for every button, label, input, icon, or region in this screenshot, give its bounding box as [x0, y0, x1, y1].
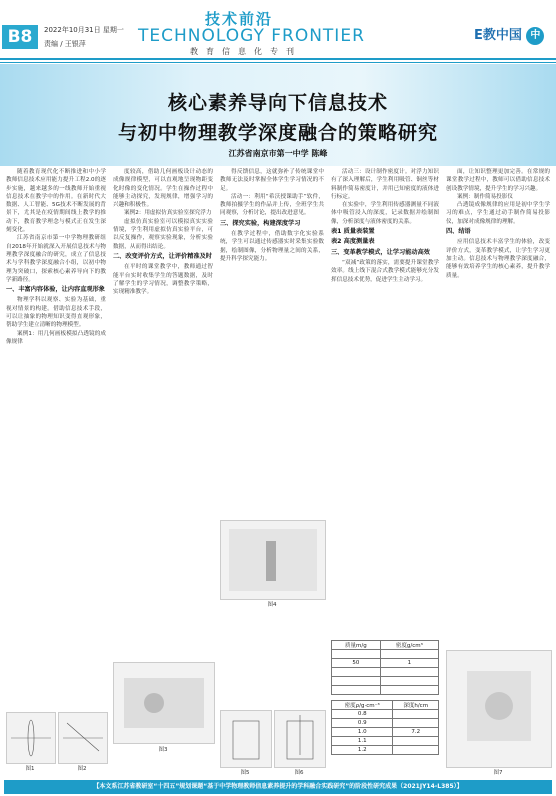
paragraph: 面，让知识整理更加完善。在常规的课堂教学过程中，教师可以借助信息技术创设教学情境，提升学生的学习兴趣。: [446, 169, 550, 192]
paragraph: 在实验中，学生利用传感器测量不同液体中吸管浸入的深度，记录数据并绘制图像，分析深度与液体密度的关系。: [331, 202, 439, 225]
table-header-cell: 深度h/cm: [393, 701, 439, 710]
section-heading: 三、探究实验，构建深度学习: [220, 219, 301, 227]
paragraph: 在教学过程中，借助数字化实验系统，学生可以通过传感器实时采集实验数据，绘制图像，分析物理量之间的关系，提升科学探究能力。: [220, 231, 324, 262]
section-heading: 三、变革教学模式，让学习能动高效: [331, 248, 430, 256]
table-2-grid: [331, 700, 439, 755]
table-row: [332, 701, 439, 710]
figure-3-image: [113, 662, 215, 744]
table-row: [332, 677, 439, 686]
table-row: [332, 728, 439, 737]
ray-diagram-icon: [59, 713, 107, 763]
figure-4-image: [220, 520, 326, 600]
table-cell: 7.2: [393, 728, 439, 737]
paragraph: 活动一：利用“希沃授课助手”软件，教师拍摄学生的作品并上传，全班学生共同观察，分析讨论，提出改进意见。: [220, 193, 324, 217]
column-5: [446, 168, 550, 648]
figure-2-caption: 图2: [77, 766, 87, 772]
table-row: [332, 746, 439, 755]
beaker-diagram-icon: [275, 711, 325, 767]
table-cell: [393, 719, 439, 728]
header-rule: [0, 58, 556, 60]
figure-6-image: [274, 710, 326, 768]
article-author: 江苏省南京市第一中学 陈峰: [228, 149, 328, 158]
table-cell: 1: [380, 659, 438, 668]
paragraph: “双减”政策的落实，需要提升课堂教学效率。线上线下混合式教学模式能够充分发挥信息技术优势，促进学生主动学习。: [331, 259, 439, 283]
figure-6-caption: 图6: [294, 770, 304, 776]
table-cell: [393, 746, 439, 755]
table-row: [332, 641, 439, 650]
logo-mark-icon: 中: [526, 27, 544, 45]
table-header-cell: 质量m/g: [332, 641, 381, 650]
figure-7-image: [446, 650, 552, 768]
figure-7-caption: 图7: [493, 770, 503, 776]
paragraph: 江苏省南京市第一中学物理教研组自2018年开始就深入开展信息技术与物理教学深度融合的研究，成立了信息技术与学科教学深度融合小组，以初中物理为突破口，探索核心素养导向下的教学新路径。: [6, 235, 106, 283]
table-cell: [380, 677, 438, 686]
table-header-cell: 密度g/cm³: [380, 641, 438, 650]
paragraph: 得反馈信息，这就弥补了传统课堂中教师无法及时掌握全体学生学习情况的不足。: [220, 169, 324, 192]
column-4: [331, 168, 439, 638]
column-2: [113, 168, 213, 658]
paragraph: 随着教育现代化不断推进和中小学教师信息技术应用能力提升工程2.0的逐步实施，越来越多的一线教师开始重视信息技术在教学中的作用。在新时代大数据、人工智能、5G技术不断发展的背景下，尤其是在疫情期间线上教学的推动下，教育教学理念与模式正在发生深刻变化。: [6, 169, 106, 234]
table-cell: 0.8: [332, 710, 393, 719]
table-row: [332, 668, 439, 677]
table-row: [332, 650, 439, 659]
table-cell: 1.1: [332, 737, 393, 746]
issue-date: 2022年10月31日 星期一: [44, 26, 124, 34]
article-title-line2: 与初中物理教学深度融合的策略研究: [117, 122, 438, 144]
paragraph: 案例：制作简易投影仪: [457, 193, 513, 200]
article-title-line1: 核心素养导向下信息技术: [167, 92, 388, 114]
table-cell: [380, 668, 438, 677]
paragraph: 物理学科以观察、实验为基础，重视对情景的构建。借助信息技术手段，可以让抽象的物理知识变得直观形象，帮助学生建立清晰的物理模型。: [6, 297, 106, 329]
table-cell: 50: [332, 659, 381, 668]
table-header-cell: 密度ρ/g·cm⁻³: [332, 701, 393, 710]
table-cell: [332, 677, 381, 686]
paragraph: 在平时的课堂教学中，教师通过智能平台实时收集学生的答题数据，及时了解学生的学习情况，调整教学策略，实现精准教学。: [113, 264, 213, 296]
section-heading: 一、丰富内容体验，让内容直观形象: [6, 286, 105, 294]
section-heading: 表1 质量表装置: [331, 228, 375, 236]
paragraph: 案例1：用几何画板模拟凸透镜的成像规律: [6, 330, 106, 345]
header-rule-thin: [0, 62, 556, 63]
table-cell: [393, 737, 439, 746]
figure-3-caption: 图3: [158, 747, 168, 753]
paragraph: 凸透镜成像规律的应用是初中学生学习的难点，学生通过动手制作简易投影仪，加深对成像规律的理解。: [446, 202, 550, 225]
paragraph: 虚拟仿真实验室可以模拟真实实验情境，学生利用虚拟仿真实验平台，可以反复操作，观察实验现象，分析实验数据，从而得出结论。: [113, 218, 213, 250]
table-row: [332, 737, 439, 746]
section-title-en: TECHNOLOGY FRONTIER: [138, 26, 365, 46]
lens-diagram-icon: [7, 713, 55, 763]
figure-4-caption: 图4: [267, 602, 277, 608]
column-1: [6, 168, 106, 708]
figure-5-image: [220, 710, 272, 768]
table-cell: [332, 686, 381, 695]
footer-note: 【本文系江苏省教研室“十四五”规划课题“基于中学物理教师信息素养提升的学科融合实践研究”的阶段性研究成果（2021JY14-L385）】: [4, 780, 552, 794]
paragraph: 度较高，借助几何画板设计动态的成像规律模型，可以直观地呈现物距变化时像的变化情况。学生在操作过程中能够主动探究，发现规律，增强学习的兴趣和积极性。: [113, 169, 213, 209]
table-2: [331, 700, 439, 755]
table-row: [332, 719, 439, 728]
lab-photo-icon: [114, 663, 214, 743]
table-cell: 0.9: [332, 719, 393, 728]
table-cell: [332, 668, 381, 677]
section-heading: 二、改变评价方式，让评价精准及时: [113, 252, 212, 260]
logo-text: E教中国: [474, 28, 522, 43]
projector-photo-icon: [447, 651, 551, 767]
column-3: [220, 168, 324, 716]
figure-1-image: [6, 712, 56, 764]
table-row: [332, 686, 439, 695]
section-title-cn: 技术前沿: [205, 10, 274, 28]
paragraph: 案例2：用虚拟仿真实验室探究浮力: [124, 210, 212, 217]
table-row: [332, 659, 439, 668]
table-cell: 1.0: [332, 728, 393, 737]
section-heading: 表2 高度测量表: [331, 238, 375, 246]
table-cell: 1.2: [332, 746, 393, 755]
page-number: B8: [2, 25, 38, 49]
table-row: [332, 710, 439, 719]
table-cell: [393, 710, 439, 719]
experiment-photo-icon: [221, 521, 325, 599]
beaker-diagram-icon: [221, 711, 271, 767]
section-subtitle: 教育信息化专刊: [190, 47, 302, 56]
table-1-grid: [331, 640, 439, 695]
section-heading: 四、结语: [446, 228, 471, 236]
table-1: [331, 640, 439, 695]
table-cell: [380, 686, 438, 695]
publication-logo: [474, 24, 544, 45]
figure-1-caption: 图1: [25, 766, 35, 772]
figure-2-image: [58, 712, 108, 764]
paragraph: 活动三：设计制作密度计。对浮力知识有了深入理解后，学生利用吸管、铜丝等材料制作简易密度计，并用已知密度的液体进行标定。: [331, 169, 439, 200]
figure-5-caption: 图5: [240, 770, 250, 776]
table-cell: [380, 650, 438, 659]
table-cell: [332, 650, 381, 659]
paragraph: 应用信息技术丰富学生的体验，改变评价方式，变革教学模式，让学生学习更加主动。信息技术与物理教学深度融合，能够有效培养学生的核心素养，提升教学质量。: [446, 239, 550, 279]
editor-credit: 责编 / 王银萍: [44, 40, 86, 48]
